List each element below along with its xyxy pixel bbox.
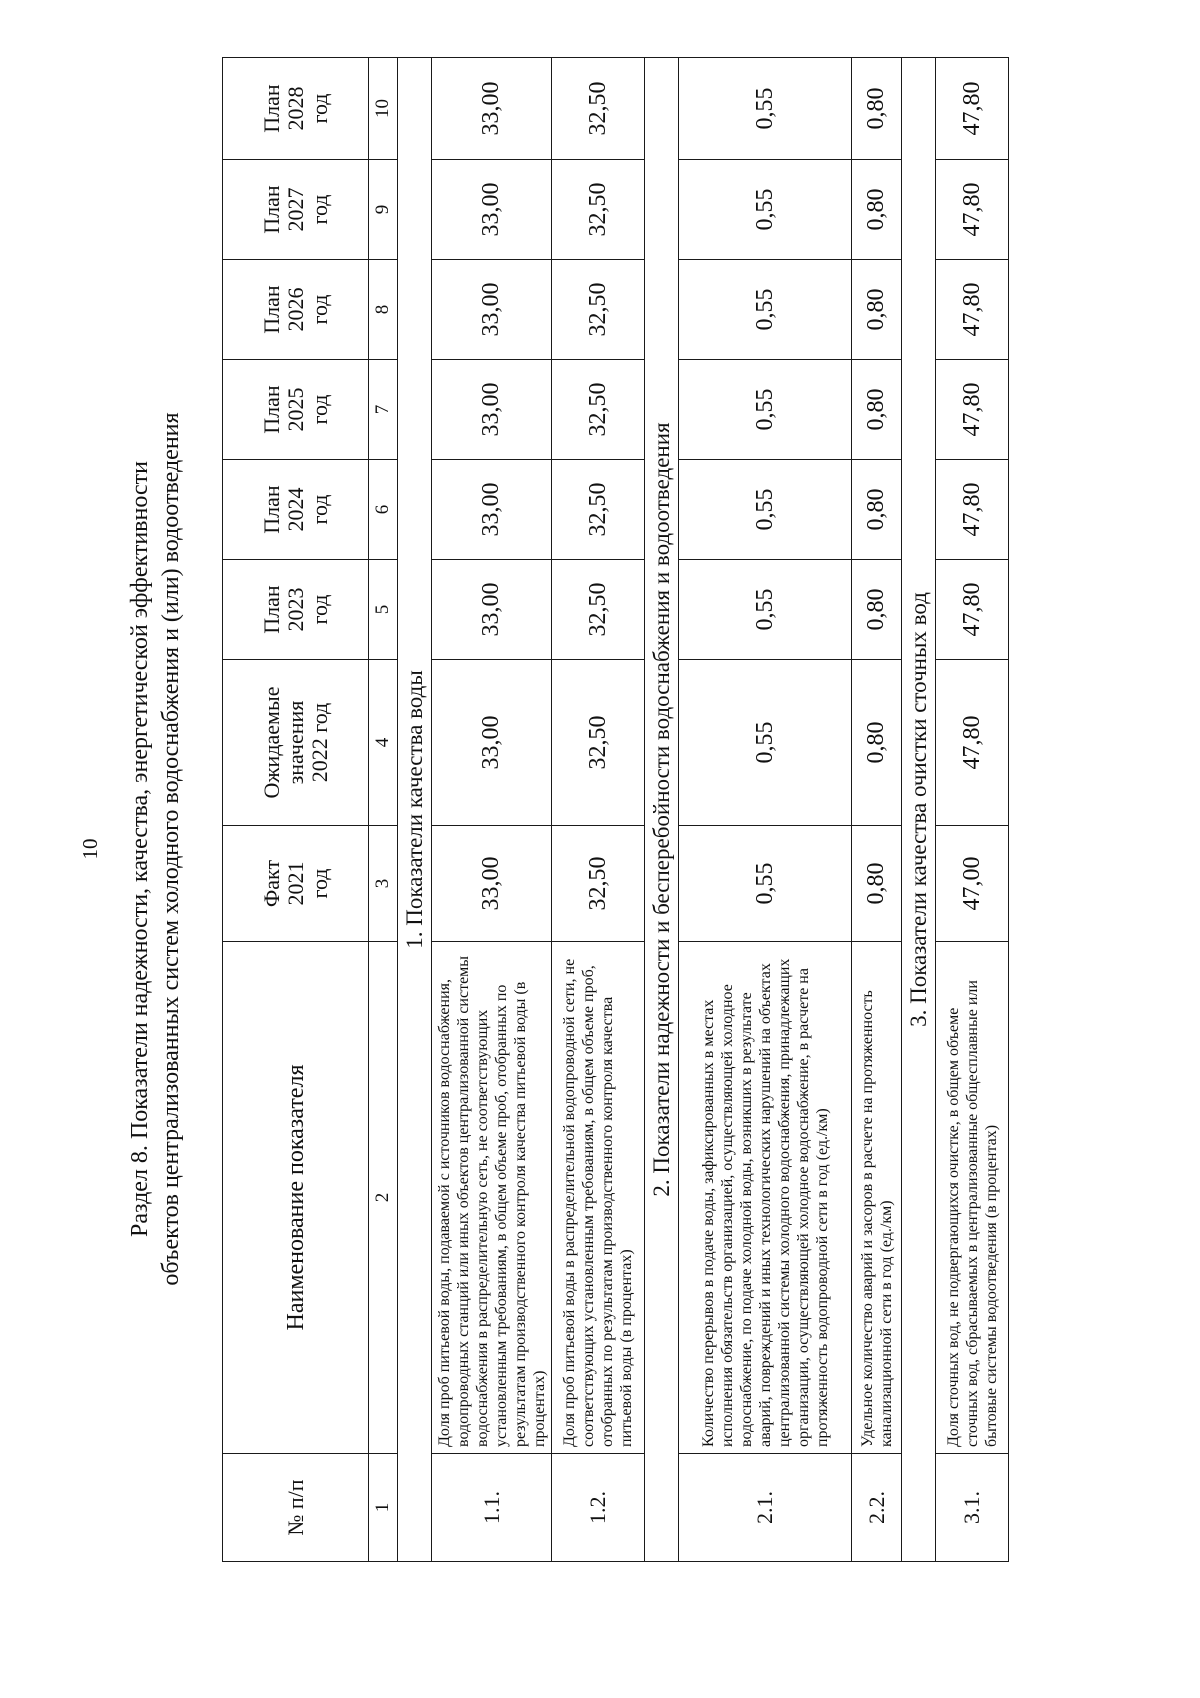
value-cell: 47,80 [936, 560, 1009, 660]
row-number: 2.1. [679, 1454, 852, 1562]
header-line: 2027 [282, 187, 308, 232]
value-cell: 0,55 [679, 260, 852, 360]
column-number: 6 [369, 460, 398, 560]
value-cell: 0,55 [679, 160, 852, 260]
value-cell: 32,50 [552, 826, 645, 942]
header-line: год [306, 594, 332, 625]
indicator-name: Доля проб питьевой воды в распределительной водопроводной сети, не соответствующих установленным требованиям, в общем объеме проб, отобранных по результатам производственного контроля качества питьевой воды (в процентах) [552, 942, 645, 1454]
header-line: 2026 [282, 287, 308, 332]
value-cell: 0,55 [679, 560, 852, 660]
value-cell: 0,80 [852, 560, 902, 660]
value-cell: 32,50 [552, 360, 645, 460]
header-line: 2022 год [306, 702, 332, 783]
header-line: год [306, 194, 332, 225]
header-plan-2028 [223, 58, 369, 160]
value-cell: 0,80 [852, 58, 902, 160]
header-line: План [258, 585, 284, 634]
indicator-name: Доля сточных вод, не подвергающихся очистке, в общем объеме сточных вод, сбрасываемых в централизованные общесплавные или бытовые системы водоотведения (в процентах) [936, 942, 1009, 1454]
header-line: План [258, 485, 284, 534]
value-cell: 33,00 [432, 260, 552, 360]
value-cell: 32,50 [552, 560, 645, 660]
header-line: План [258, 84, 284, 133]
value-cell: 0,55 [679, 460, 852, 560]
indicator-name: Доля проб питьевой воды, подаваемой с источников водоснабжения, водопроводных станций или иных объектов централизованной системы водоснабжения в распределительную сеть, не соответствующих установленным требованиям, в общем объеме проб, отобранных по результатам производственного контроля качества питьевой воды (в процентах) [432, 942, 552, 1454]
column-number: 5 [369, 560, 398, 660]
value-cell: 0,80 [852, 160, 902, 260]
table-row [679, 58, 852, 1562]
header-expected-2022 [223, 660, 369, 826]
section-heading: 1. Показатели качества воды [398, 58, 432, 1562]
value-cell: 47,80 [936, 360, 1009, 460]
value-cell: 0,55 [679, 360, 852, 460]
header-plan-2025 [223, 360, 369, 460]
section-heading: 3. Показатели качества очистки сточных вод [902, 58, 936, 1562]
header-line: год [306, 93, 332, 124]
header-line: План [258, 185, 284, 234]
header-line: год [306, 394, 332, 425]
column-number: 8 [369, 260, 398, 360]
header-line: значения [282, 700, 308, 785]
value-cell: 33,00 [432, 660, 552, 826]
header-line: 2021 [282, 861, 308, 906]
column-number: 9 [369, 160, 398, 260]
value-cell: 33,00 [432, 160, 552, 260]
column-number: 4 [369, 660, 398, 826]
header-line: 2024 [282, 487, 308, 532]
value-cell: 47,80 [936, 58, 1009, 160]
column-number: 3 [369, 826, 398, 942]
section-heading-row [398, 58, 432, 1562]
header-line: План [258, 285, 284, 334]
header-line: год [306, 868, 332, 899]
value-cell: 47,80 [936, 160, 1009, 260]
section-heading-row [902, 58, 936, 1562]
header-name: Наименование показателя [223, 942, 369, 1454]
value-cell: 33,00 [432, 826, 552, 942]
value-cell: 0,80 [852, 660, 902, 826]
header-line: 2025 [282, 387, 308, 432]
indicator-name: Количество перерывов в подаче воды, зафиксированных в местах исполнения обязательств организацией, осуществляющей холодное водоснабжение, по подаче холодной воды, возникших в результате аварий, повреждений и иных технологических нарушений на объектах централизованной системы холодного водоснабжения, принадлежащих организации, осуществляющей холодное водоснабжение, в расчете на протяженность водопроводной сети в год (ед./км) [679, 942, 852, 1454]
column-number: 2 [369, 942, 398, 1454]
header-line: год [306, 494, 332, 525]
header-plan-2026 [223, 260, 369, 360]
table-row [432, 58, 552, 1562]
header-line: год [306, 294, 332, 325]
header-plan-2027 [223, 160, 369, 260]
header-line: 2028 [282, 86, 308, 131]
value-cell: 32,50 [552, 460, 645, 560]
header-plan-2023 [223, 560, 369, 660]
value-cell: 47,80 [936, 660, 1009, 826]
value-cell: 32,50 [552, 660, 645, 826]
value-cell: 32,50 [552, 260, 645, 360]
column-number: 7 [369, 360, 398, 460]
header-num: № п/п [223, 1454, 369, 1562]
indicators-table [222, 57, 1009, 1562]
header-line: Факт [258, 859, 284, 908]
table-row [852, 58, 902, 1562]
value-cell: 47,00 [936, 826, 1009, 942]
row-number: 3.1. [936, 1454, 1009, 1562]
table-row [552, 58, 645, 1562]
value-cell: 33,00 [432, 460, 552, 560]
value-cell: 32,50 [552, 160, 645, 260]
value-cell: 33,00 [432, 360, 552, 460]
page-number: 10 [78, 838, 102, 860]
header-plan-2024 [223, 460, 369, 560]
value-cell: 47,80 [936, 260, 1009, 360]
value-cell: 0,80 [852, 360, 902, 460]
value-cell: 33,00 [432, 58, 552, 160]
indicator-name: Удельное количество аварий и засоров в расчете на протяженность канализационной сети в год (ед./км) [852, 942, 902, 1454]
value-cell: 0,80 [852, 826, 902, 942]
value-cell: 0,80 [852, 260, 902, 360]
header-line: Ожидаемые [258, 686, 284, 799]
section-heading: 2. Показатели надежности и бесперебойности водоснабжения и водоотведения [645, 58, 679, 1562]
value-cell: 32,50 [552, 58, 645, 160]
section-heading-row [645, 58, 679, 1562]
header-fact-2021 [223, 826, 369, 942]
header-line: План [258, 385, 284, 434]
value-cell: 0,55 [679, 826, 852, 942]
value-cell: 0,55 [679, 660, 852, 826]
value-cell: 47,80 [936, 460, 1009, 560]
value-cell: 33,00 [432, 560, 552, 660]
row-number: 2.2. [852, 1454, 902, 1562]
column-number: 1 [369, 1454, 398, 1562]
value-cell: 0,55 [679, 58, 852, 160]
row-number: 1.1. [432, 1454, 552, 1562]
table-row [936, 58, 1009, 1562]
section-title-line-2: объектов централизованных систем холодного водоснабжения и (или) водоотведения [158, 412, 184, 1286]
header-line: 2023 [282, 587, 308, 632]
section-title-line-1: Раздел 8. Показатели надежности, качества, энергетической эффективности [127, 461, 153, 1237]
column-number: 10 [369, 58, 398, 160]
column-number-row [369, 58, 398, 1562]
header-row [223, 58, 369, 1562]
value-cell: 0,80 [852, 460, 902, 560]
row-number: 1.2. [552, 1454, 645, 1562]
